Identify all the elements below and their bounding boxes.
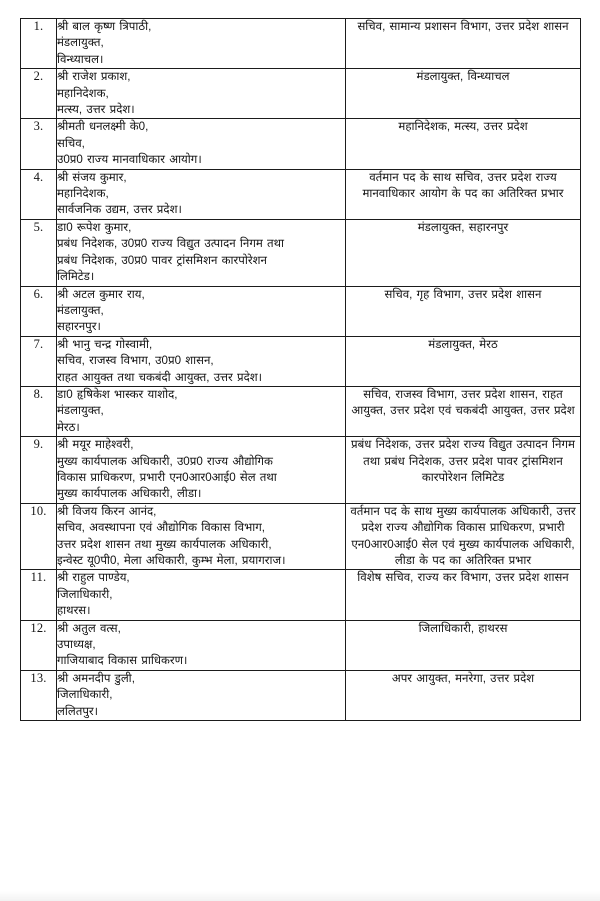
current-posting-lines: [57, 220, 345, 286]
current-posting-lines: [57, 170, 345, 219]
row-serial-number: 12.: [21, 620, 57, 670]
current-posting-line: श्रीमती धनलक्ष्मी के0,: [57, 120, 149, 134]
row-serial-number: 1.: [21, 19, 57, 69]
new-posting-line: वर्तमान पद के साथ सचिव, उत्तर प्रदेश राज्य मानवाधिकार आयोग के पद का अतिरिक्त प्रभार: [362, 170, 564, 201]
new-posting-line: मंडलायुक्त, मेरठ: [428, 337, 498, 351]
new-posting-lines: [346, 287, 580, 303]
current-posting-line: हाथरस।: [57, 604, 91, 618]
officer-new-posting: [346, 219, 581, 286]
table-row: [21, 570, 581, 620]
new-posting-line: सचिव, सामान्य प्रशासन विभाग, उत्तर प्रदेश शासन: [357, 20, 569, 33]
officer-new-posting: [346, 19, 581, 69]
officer-current-posting: [57, 570, 346, 620]
current-posting-lines: [57, 570, 345, 619]
table-row: [21, 670, 581, 720]
current-posting-line: सचिव, अवस्थापना एवं औद्योगिक विकास विभाग,: [57, 521, 265, 535]
officer-new-posting: [346, 169, 581, 219]
new-posting-lines: [346, 387, 580, 420]
row-serial-number: 4.: [21, 169, 57, 219]
officer-current-posting: [57, 503, 346, 570]
current-posting-lines: [57, 19, 345, 68]
officer-current-posting: [57, 386, 346, 436]
current-posting-line: मुख्य कार्यपालक अधिकारी, उ0प्र0 राज्य औद्योगिक: [57, 454, 273, 468]
current-posting-lines: [57, 437, 345, 503]
current-posting-lines: [57, 119, 345, 168]
table-row: [21, 336, 581, 386]
current-posting-line: श्री संजय कुमार,: [57, 170, 127, 184]
current-posting-lines: [57, 287, 345, 336]
new-posting-lines: [346, 119, 580, 135]
current-posting-line: श्री राहुल पाण्डेय,: [57, 571, 130, 585]
new-posting-lines: [346, 220, 580, 236]
officer-new-posting: [346, 670, 581, 720]
officer-current-posting: [57, 119, 346, 169]
row-serial-number: 6.: [21, 286, 57, 336]
new-posting-line: अपर आयुक्त, मनरेगा, उत्तर प्रदेश: [391, 671, 535, 685]
current-posting-line: श्री अटल कुमार राय,: [57, 287, 145, 301]
current-posting-line: राहत आयुक्त तथा चकबंदी आयुक्त, उत्तर प्रदेश।: [57, 370, 263, 384]
current-posting-line: जिलाधिकारी,: [57, 587, 113, 601]
current-posting-line: विकास प्राधिकरण, प्रभारी एन0आर0आई0 सेल तथा: [57, 470, 277, 484]
row-serial-number: 13.: [21, 670, 57, 720]
current-posting-line: गाजियाबाद विकास प्राधिकरण।: [57, 654, 188, 668]
new-posting-line: वर्तमान पद के साथ मुख्य कार्यपालक अधिकारी, उत्तर प्रदेश राज्य औद्योगिक विकास प्राधिकरण, प्रभारी एन0आर0आई0 सेल एवं मुख्य कार्यपालक अधिकारी, लीडा के पद का अतिरिक्त प्रभार: [350, 504, 576, 567]
current-posting-line: जिलाधिकारी,: [57, 688, 113, 702]
row-serial-number: 7.: [21, 336, 57, 386]
current-posting-line: मंडलायुक्त,: [57, 36, 104, 50]
current-posting-line: डा0 हृषिकेश भास्कर याशोद,: [57, 387, 178, 401]
current-posting-lines: [57, 621, 345, 670]
table-row: [21, 386, 581, 436]
officer-new-posting: [346, 336, 581, 386]
new-posting-lines: [346, 621, 580, 637]
officer-new-posting: [346, 386, 581, 436]
table-body: [21, 19, 581, 721]
officer-new-posting: [346, 69, 581, 119]
current-posting-lines: [57, 504, 345, 570]
new-posting-lines: [346, 170, 580, 203]
current-posting-line: सचिव,: [57, 136, 85, 150]
officer-current-posting: [57, 437, 346, 504]
table-row: [21, 620, 581, 670]
current-posting-line: श्री विजय किरन आनंद,: [57, 504, 157, 518]
officer-new-posting: [346, 119, 581, 169]
current-posting-line: विन्ध्याचल।: [57, 52, 104, 66]
current-posting-line: मेरठ।: [57, 420, 80, 434]
row-serial-number: 9.: [21, 437, 57, 504]
current-posting-lines: [57, 671, 345, 720]
current-posting-line: इन्वेस्ट यू0पी0, मेला अधिकारी, कुम्भ मेला, प्रयागराज।: [57, 554, 286, 567]
current-posting-line: प्रबंध निदेशक, उ0प्र0 पावर ट्रांसमिशन कारपोरेशन: [57, 253, 267, 267]
current-posting-line: श्री भानु चन्द्र गोस्वामी,: [57, 337, 153, 351]
current-posting-line: डा0 रूपेश कुमार,: [57, 220, 132, 234]
current-posting-line: उपाध्यक्ष,: [57, 638, 96, 652]
current-posting-line: श्री अमनदीप डुली,: [57, 671, 135, 685]
current-posting-line: मत्स्य, उत्तर प्रदेश।: [57, 103, 135, 117]
new-posting-line: सचिव, गृह विभाग, उत्तर प्रदेश शासन: [384, 287, 542, 301]
officer-current-posting: [57, 336, 346, 386]
row-serial-number: 11.: [21, 570, 57, 620]
current-posting-line: उत्तर प्रदेश शासन तथा मुख्य कार्यपालक अधिकारी,: [57, 537, 272, 551]
officer-current-posting: [57, 169, 346, 219]
current-posting-line: श्री मयूर माहेश्वरी,: [57, 438, 134, 452]
current-posting-line: लिमिटेड।: [57, 270, 95, 284]
current-posting-line: सचिव, राजस्व विभाग, उ0प्र0 शासन,: [57, 354, 214, 368]
table-row: [21, 503, 581, 570]
row-serial-number: 10.: [21, 503, 57, 570]
officer-new-posting: [346, 437, 581, 504]
officer-new-posting: [346, 503, 581, 570]
new-posting-lines: [346, 570, 580, 586]
officer-current-posting: [57, 670, 346, 720]
row-serial-number: 3.: [21, 119, 57, 169]
row-serial-number: 5.: [21, 219, 57, 286]
current-posting-line: सार्वजनिक उद्यम, उत्तर प्रदेश।: [57, 203, 182, 217]
officer-transfer-table: [20, 18, 581, 721]
current-posting-line: महानिदेशक,: [57, 86, 109, 100]
new-posting-line: जिलाधिकारी, हाथरस: [418, 621, 508, 635]
officer-new-posting: [346, 620, 581, 670]
officer-current-posting: [57, 286, 346, 336]
new-posting-lines: [346, 504, 580, 570]
table-row: [21, 169, 581, 219]
current-posting-line: श्री अतुल वत्स,: [57, 621, 121, 635]
table-row: [21, 437, 581, 504]
table-row: [21, 19, 581, 69]
current-posting-line: महानिदेशक,: [57, 187, 109, 201]
officer-current-posting: [57, 620, 346, 670]
current-posting-line: मंडलायुक्त,: [57, 303, 104, 317]
table-row: [21, 286, 581, 336]
row-serial-number: 2.: [21, 69, 57, 119]
new-posting-lines: [346, 19, 580, 35]
new-posting-lines: [346, 671, 580, 687]
new-posting-line: महानिदेशक, मत्स्य, उत्तर प्रदेश: [398, 120, 528, 134]
officer-current-posting: [57, 19, 346, 69]
new-posting-line: प्रबंध निदेशक, उत्तर प्रदेश राज्य विद्युत उत्पादन निगम तथा प्रबंध निदेशक, उत्तर प्रदेश पावर ट्रांसमिशन कारपोरेशन लिमिटेड: [351, 438, 575, 484]
table-row: [21, 69, 581, 119]
new-posting-lines: [346, 69, 580, 85]
officer-current-posting: [57, 219, 346, 286]
current-posting-lines: [57, 69, 345, 118]
current-posting-lines: [57, 387, 345, 436]
new-posting-line: मंडलायुक्त, सहारनपुर: [417, 220, 509, 234]
current-posting-line: उ0प्र0 राज्य मानवाधिकार आयोग।: [57, 153, 202, 167]
current-posting-line: ललितपुर।: [57, 704, 99, 718]
officer-new-posting: [346, 286, 581, 336]
current-posting-line: प्रबंध निदेशक, उ0प्र0 राज्य विद्युत उत्पादन निगम तथा: [57, 237, 285, 251]
current-posting-lines: [57, 337, 345, 386]
new-posting-line: सचिव, राजस्व विभाग, उत्तर प्रदेश शासन, राहत आयुक्त, उत्तर प्रदेश एवं चकबंदी आयुक्त, उत्तर प्रदेश: [351, 387, 575, 418]
officer-current-posting: [57, 69, 346, 119]
current-posting-line: सहारनपुर।: [57, 320, 101, 334]
current-posting-line: श्री बाल कृष्ण त्रिपाठी,: [57, 20, 152, 33]
current-posting-line: मुख्य कार्यपालक अधिकारी, लीडा।: [57, 487, 202, 501]
new-posting-lines: [346, 337, 580, 353]
row-serial-number: 8.: [21, 386, 57, 436]
current-posting-line: मंडलायुक्त,: [57, 404, 104, 418]
new-posting-line: मंडलायुक्त, विन्ध्याचल: [416, 70, 510, 84]
new-posting-line: विशेष सचिव, राज्य कर विभाग, उत्तर प्रदेश शासन: [357, 571, 569, 585]
current-posting-line: श्री राजेश प्रकाश,: [57, 70, 131, 84]
new-posting-lines: [346, 437, 580, 486]
table-row: [21, 219, 581, 286]
table-row: [21, 119, 581, 169]
officer-new-posting: [346, 570, 581, 620]
